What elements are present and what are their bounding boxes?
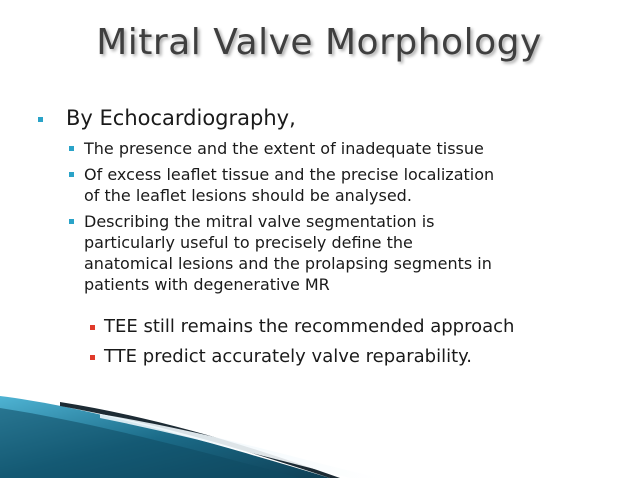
decorative-wave	[0, 388, 638, 478]
bullet-level1-text: By Echocardiography,	[66, 106, 296, 130]
bullet-square-icon	[38, 117, 43, 122]
bullet-square-icon	[69, 219, 74, 224]
bullet-level2-text: Describing the mitral valve segmentation is	[84, 212, 435, 231]
bullet-level2-text: anatomical lesions and the prolapsing segments in	[84, 254, 492, 273]
bullet-square-icon	[69, 146, 74, 151]
bullet-level2-text: particularly useful to precisely define the	[84, 233, 413, 252]
bullet-square-icon	[90, 325, 95, 330]
bullet-level2-text: The presence and the extent of inadequate tissue	[84, 139, 484, 158]
bullet-level2-text: of the leaflet lesions should be analysed.	[84, 186, 412, 205]
bullet-level2-text: patients with degenerative MR	[84, 275, 330, 294]
bullet-square-icon	[90, 355, 95, 360]
slide-title: Mitral Valve Morphology	[96, 22, 542, 63]
bullet-level3-text: TTE predict accurately valve reparability.	[104, 346, 472, 367]
bullet-level2-text: Of excess leaflet tissue and the precise localization	[84, 165, 495, 184]
bullet-square-icon	[69, 172, 74, 177]
bullet-level3-text: TEE still remains the recommended approach	[104, 316, 515, 337]
